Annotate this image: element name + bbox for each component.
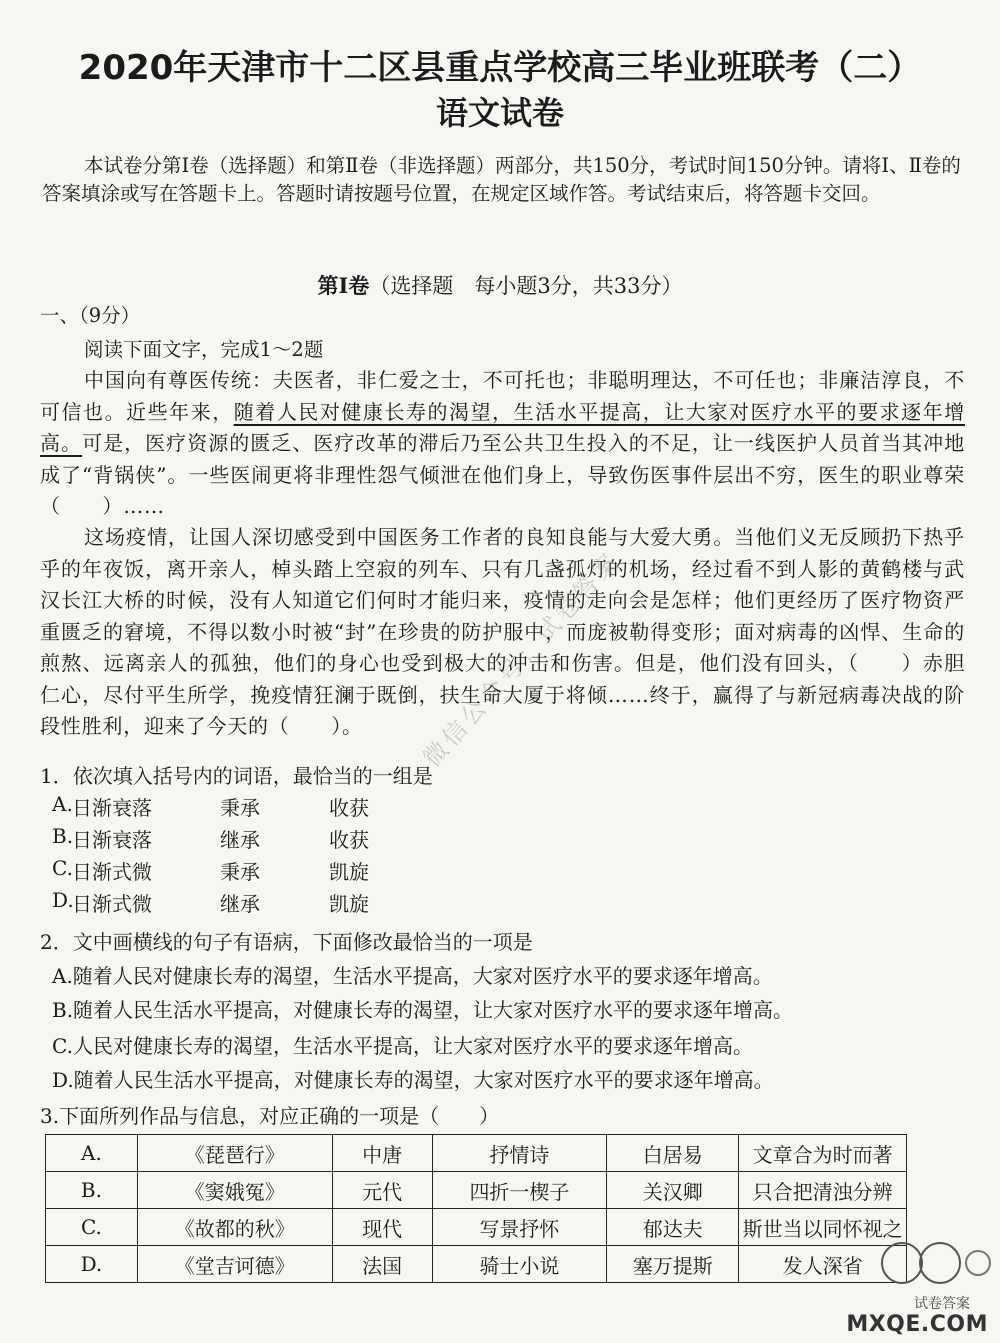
- question-1-stem: 1．依次填入括号内的词语，最恰当的一组是: [40, 764, 433, 788]
- option-word: 凯旋: [329, 892, 369, 916]
- question-1-option-b: [52, 824, 452, 852]
- passage-text: 中国向有尊医传统：夫医者，非仁爱之士，不可托也；非聪明理达，不可任也；非廉洁淳良，不可信也。近些年来，: [40, 368, 965, 424]
- table-cell: 法国: [332, 1246, 432, 1283]
- table-cell: B.: [46, 1172, 138, 1209]
- table-cell: 发人深省: [739, 1246, 907, 1283]
- table-cell: 骑士小说: [432, 1246, 607, 1283]
- option-word: 日渐式微: [72, 860, 152, 884]
- table-cell: 元代: [332, 1172, 432, 1209]
- table-cell: 塞万提斯: [607, 1246, 739, 1283]
- table-cell: 关汉卿: [607, 1172, 739, 1209]
- passage-text: 可是，医疗资源的匮乏、医疗改革的滞后乃至公共卫生投入的不足，让一线医护人员首当其冲地成了“背锅侠”。一些医闹更将非理性怨气倾泄在他们身上，导致伤医事件层出不穷，医生的职业尊荣（ ）……: [40, 431, 965, 518]
- table-cell: 文章合为时而著: [739, 1135, 907, 1172]
- reading-instruction: 阅读下面文字，完成1～2题: [84, 338, 324, 361]
- option-word: 继承: [220, 828, 260, 852]
- table-cell: 白居易: [607, 1135, 739, 1172]
- passage-paragraph-1: [40, 365, 965, 523]
- option-letter: C.: [52, 856, 73, 880]
- table-row: [46, 1172, 907, 1209]
- table-cell: 写景抒怀: [432, 1209, 607, 1246]
- table-cell: 只合把清浊分辨: [739, 1172, 907, 1209]
- section-title: 第Ⅰ卷: [317, 273, 370, 298]
- table-cell: 《故都的秋》: [137, 1209, 332, 1246]
- table-cell: 中唐: [332, 1135, 432, 1172]
- table-cell: 郁达夫: [607, 1209, 739, 1246]
- exam-subtitle: 语文试卷: [435, 94, 564, 132]
- question-2-option-d: D.随着人民生活水平提高，对健康长寿的渴望，大家对医疗水平的要求逐年增高。: [52, 1068, 774, 1092]
- table-cell: 抒情诗: [432, 1135, 607, 1172]
- table-cell: 《窦娥冤》: [137, 1172, 332, 1209]
- table-cell: 现代: [332, 1209, 432, 1246]
- logo-caption: 试卷答案: [914, 1296, 970, 1312]
- option-word: 秉承: [220, 860, 260, 884]
- table-row: [46, 1209, 907, 1246]
- watermark: 微信公众号：试卷答案: [417, 545, 626, 773]
- question-2-option-b: B.随着人民生活水平提高，对健康长寿的渴望，让大家对医疗水平的要求逐年增高。: [52, 998, 794, 1022]
- logo-url: MXQE.COM: [846, 1312, 988, 1337]
- option-word: 日渐衰落: [72, 828, 152, 852]
- question-1-option-d: [52, 888, 452, 916]
- table-cell: 《琵琶行》: [137, 1135, 332, 1172]
- table-cell: C.: [46, 1209, 138, 1246]
- option-word: 收获: [329, 828, 369, 852]
- question-3-stem: 3.下面所列作品与信息，对应正确的一项是（ ）: [40, 1104, 500, 1128]
- option-word: 继承: [220, 892, 260, 916]
- section-heading: [0, 270, 1000, 300]
- option-word: 秉承: [220, 796, 260, 820]
- option-word: 日渐衰落: [72, 796, 152, 820]
- works-table: [45, 1134, 907, 1283]
- table-cell: 四折一楔子: [432, 1172, 607, 1209]
- option-word: 收获: [329, 796, 369, 820]
- question-2-option-a: A.随着人民对健康长寿的渴望，生活水平提高，大家对医疗水平的要求逐年增高。: [52, 964, 773, 988]
- option-letter: B.: [52, 824, 74, 848]
- table-row: [46, 1246, 907, 1283]
- part-label: 一、（9分）: [40, 304, 141, 327]
- underlined-sentence: 随着人民对健康长寿的渴望，生活水平提高，让大家对医疗水平的要求逐年增高。: [40, 399, 966, 455]
- table-row: [46, 1135, 907, 1172]
- table-cell: A.: [46, 1135, 138, 1172]
- question-1-option-a: [52, 792, 452, 820]
- table-cell: D.: [46, 1246, 138, 1283]
- option-letter: A.: [52, 792, 73, 816]
- question-2-option-c: C.人民对健康长寿的渴望，生活水平提高，让大家对医疗水平的要求逐年增高。: [52, 1034, 753, 1058]
- exam-title: 2020年天津市十二区县重点学校高三毕业班联考（二）: [78, 48, 922, 88]
- option-letter: D.: [52, 888, 74, 912]
- exam-instructions: 本试卷分第Ⅰ卷（选择题）和第Ⅱ卷（非选择题）两部分，共150分，考试时间150分钟。请将Ⅰ、Ⅱ卷的答案填涂或写在答题卡上。答题时请按题号位置，在规定区域作答。考试结束后，将答题卡交回。: [42, 154, 961, 205]
- table-cell: 《堂吉诃德》: [137, 1246, 332, 1283]
- table-cell: 斯世当以同怀视之: [739, 1209, 907, 1246]
- option-word: 日渐式微: [72, 892, 152, 916]
- passage-paragraph-2: 这场疫情，让国人深切感受到中国医务工作者的良知良能与大爱大勇。当他们义无反顾扔下热乎乎的年夜饭，离开亲人，棹头踏上空寂的列车、只有几盏孤灯的机场，经过看不到人影的黄鹤楼与武汉长江大桥的时候，没有人知道它们何时才能归来，疫情的走向会是怎样；他们更经历了医疗物资严重匮乏的窘境，不得以数小时被“封”在珍贵的防护服中，而庞被勒得变形；面对病毒的凶悍、生命的煎熬、远离亲人的孤独，他们的身心也受到极大的冲击和伤害。但是，他们没有回头，（ ）赤胆仁心，尽付平生所学，挽疫情狂澜于既倒，扶生命大厦于将倾……终于，赢得了与新冠病毒决战的阶段性胜利，迎来了今天的（ ）。: [40, 525, 965, 738]
- option-word: 凯旋: [329, 860, 369, 884]
- question-1-option-c: [52, 856, 452, 884]
- section-detail: （选择题 每小题3分，共33分）: [369, 274, 683, 298]
- question-2-stem: 2．文中画横线的句子有语病，下面修改最恰当的一项是: [40, 930, 533, 954]
